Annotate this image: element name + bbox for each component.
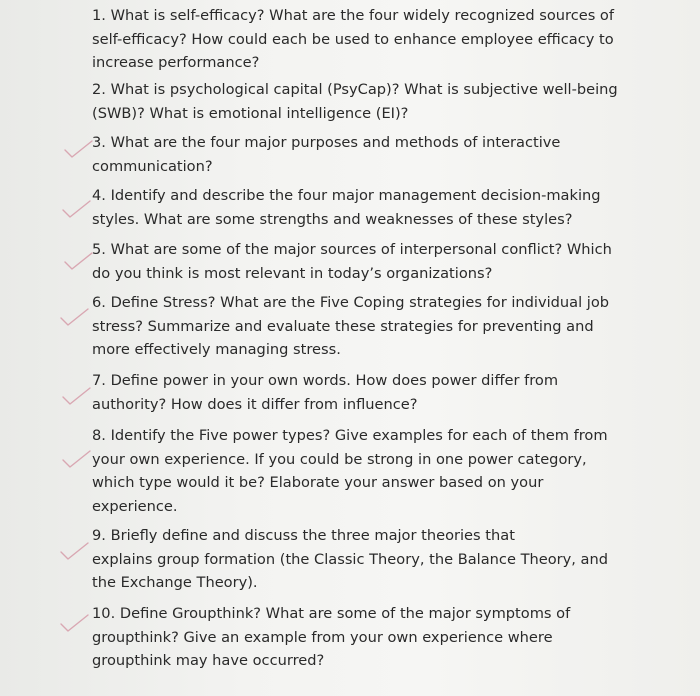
- question-line: groupthink? Give an example from your own experience where: [92, 628, 553, 646]
- question-1: [92, 4, 652, 75]
- question-line: 4. Identify and describe the four major management decision-making: [92, 187, 601, 204]
- question-line: explains group formation (the Classic Theory, the Balance Theory, and: [92, 550, 609, 568]
- question-line: (SWB)? What is emotional intelligence (EI)?: [92, 104, 409, 122]
- check-mark-icon: [60, 198, 94, 222]
- question-8: [92, 424, 652, 518]
- question-line: more effectively managing stress.: [92, 341, 341, 358]
- check-mark-icon: [58, 540, 92, 564]
- question-line: 8. Identify the Five power types? Give examples for each of them from: [92, 427, 608, 444]
- check-mark-icon: [58, 306, 92, 330]
- question-line: groupthink may have occurred?: [92, 652, 325, 669]
- question-line: self-efficacy? How could each be used to enhance employee efficacy to: [92, 30, 614, 48]
- question-line: authority? How does it differ from influence?: [92, 395, 418, 413]
- question-line: do you think is most relevant in today’s organizations?: [92, 264, 493, 282]
- question-3: [92, 131, 652, 178]
- question-line: the Exchange Theory).: [92, 574, 258, 591]
- question-9: [92, 524, 652, 595]
- question-line: 9. Briefly define and discuss the three major theories that: [92, 527, 515, 544]
- question-6: [92, 291, 652, 362]
- question-line: 10. Define Groupthink? What are some of the major symptoms of: [92, 605, 571, 622]
- question-line: styles. What are some strengths and weaknesses of these styles?: [92, 210, 573, 228]
- question-line: 6. Define Stress? What are the Five Coping strategies for individual job: [92, 294, 610, 311]
- question-line: increase performance?: [92, 54, 260, 71]
- check-mark-icon: [60, 385, 94, 409]
- question-4: [92, 184, 652, 231]
- question-line: stress? Summarize and evaluate these strategies for preventing and: [92, 317, 594, 335]
- question-line: 3. What are the four major purposes and methods of interactive: [92, 134, 561, 151]
- check-mark-icon: [60, 448, 94, 472]
- question-line: 1. What is self-efficacy? What are the four widely recognized sources of: [92, 7, 615, 24]
- question-line: your own experience. If you could be strong in one power category,: [92, 450, 587, 468]
- question-line: communication?: [92, 157, 213, 175]
- question-2: [92, 78, 652, 125]
- question-7: [92, 369, 652, 416]
- check-mark-icon: [62, 250, 96, 274]
- question-10: [92, 602, 652, 673]
- question-5: [92, 238, 652, 285]
- question-line: 2. What is psychological capital (PsyCap)? What is subjective well-being: [92, 81, 618, 98]
- question-line: which type would it be? Elaborate your answer based on your: [92, 474, 544, 491]
- check-mark-icon: [58, 612, 92, 636]
- question-line: experience.: [92, 497, 178, 515]
- question-line: 7. Define power in your own words. How does power differ from: [92, 372, 559, 389]
- question-line: 5. What are some of the major sources of interpersonal conflict? Which: [92, 241, 612, 258]
- check-mark-icon: [62, 138, 96, 162]
